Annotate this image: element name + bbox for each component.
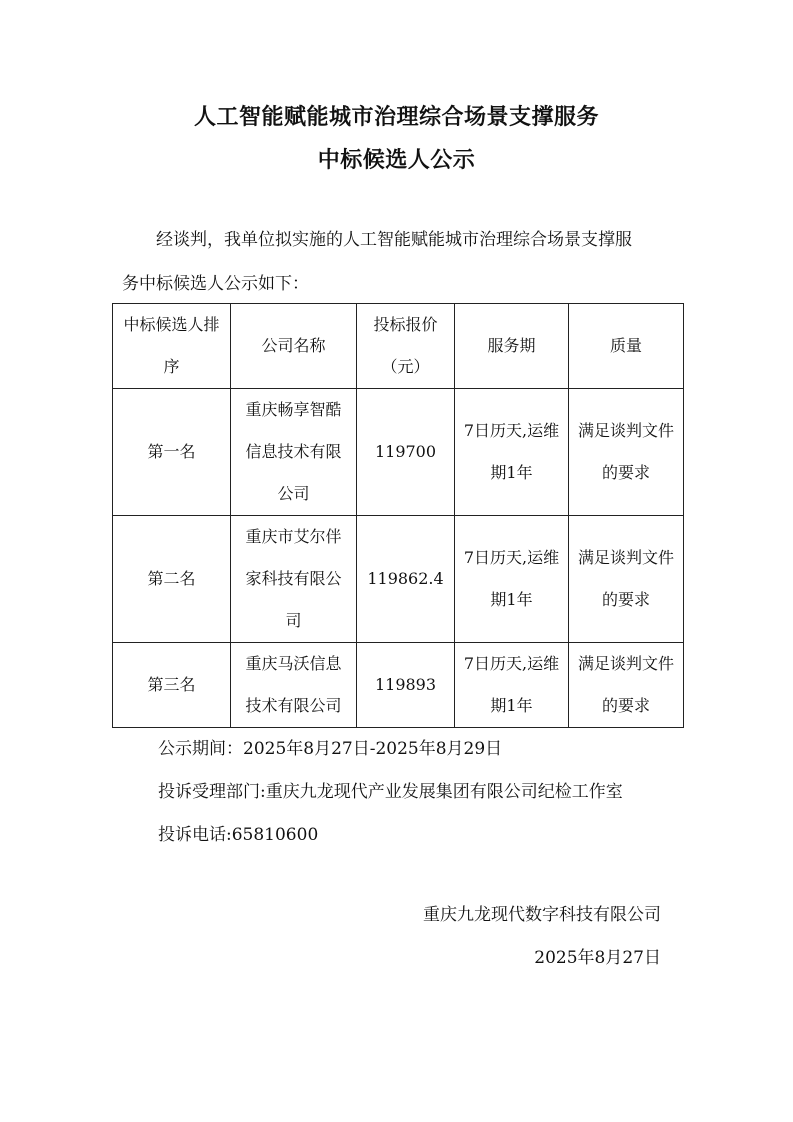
signature-date: 2025年8月27日: [534, 948, 661, 968]
cell-company: 重庆马沃信息技术有限公司: [231, 643, 357, 728]
intro-line-1: 经谈判，我单位拟实施的人工智能赋能城市治理综合场景支撑服: [156, 230, 632, 250]
cell-company: 重庆畅享智酷信息技术有限公司: [231, 389, 357, 516]
table-header-row: [113, 304, 684, 389]
header-quality: 质量: [569, 304, 684, 389]
table-row: [113, 516, 684, 643]
cell-quality: 满足谈判文件的要求: [569, 643, 684, 728]
complaint-department: 投诉受理部门:重庆九龙现代产业发展集团有限公司纪检工作室: [158, 782, 623, 802]
header-rank: 中标候选人排序: [113, 304, 231, 389]
cell-rank: 第二名: [113, 516, 231, 643]
signature-org: 重庆九龙现代数字科技有限公司: [423, 905, 661, 925]
table-row: [113, 389, 684, 516]
intro-line-2: 务中标候选人公示如下：: [122, 274, 309, 294]
cell-price: 119893: [357, 643, 455, 728]
cell-rank: 第三名: [113, 643, 231, 728]
header-company: 公司名称: [231, 304, 357, 389]
cell-period: 7日历天,运维期1年: [455, 389, 569, 516]
cell-quality: 满足谈判文件的要求: [569, 516, 684, 643]
cell-period: 7日历天,运维期1年: [455, 516, 569, 643]
header-price: 投标报价（元）: [357, 304, 455, 389]
cell-company: 重庆市艾尔伴家科技有限公司: [231, 516, 357, 643]
publicity-period: 公示期间：2025年8月27日-2025年8月29日: [158, 739, 503, 759]
cell-period: 7日历天,运维期1年: [455, 643, 569, 728]
cell-price: 119700: [357, 389, 455, 516]
cell-quality: 满足谈判文件的要求: [569, 389, 684, 516]
cell-price: 119862.4: [357, 516, 455, 643]
complaint-phone: 投诉电话:65810600: [158, 825, 319, 845]
page-subtitle: 中标候选人公示: [317, 148, 476, 173]
table-row: [113, 643, 684, 728]
header-period: 服务期: [455, 304, 569, 389]
cell-rank: 第一名: [113, 389, 231, 516]
candidates-table: [112, 303, 684, 728]
page-title: 人工智能赋能城市治理综合场景支撑服务: [193, 105, 599, 130]
